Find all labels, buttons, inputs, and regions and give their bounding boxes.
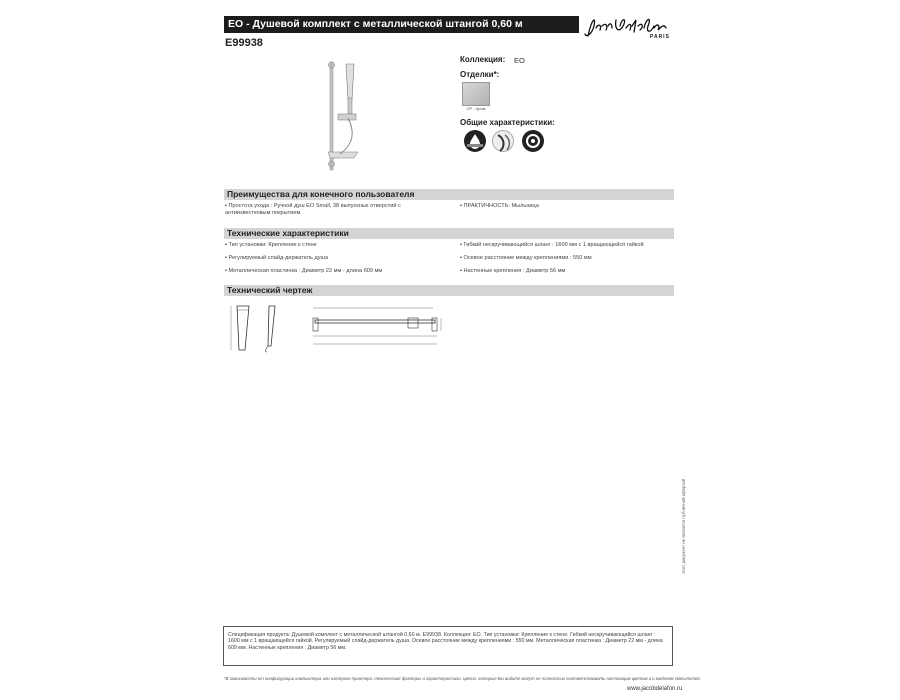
tech-left-2: • Регулируемый слайд-держатель душа [225,255,450,262]
document-title: EO - Душевой комплект с металлической штангой 0,60 м [224,16,579,33]
chrome-finish-icon [492,130,514,152]
section-drawing: Технический чертеж [224,285,674,296]
section-tech: Технические характеристики [224,228,674,239]
brand-logo [582,12,677,44]
product-image [318,58,368,173]
website-link[interactable]: www.jacobdelafon.ru [627,686,683,692]
benefit-left: • Простота ухода : Ручной душ EO Small, 38 выпускных отверстий с антиизвестковым покрытием [225,203,445,217]
technical-drawing-bar [305,300,450,350]
anti-limescale-icon [464,130,486,152]
collection-label: Коллекция: [460,55,506,64]
tech-left-1: • Тип установки: Крепление к стене [225,242,450,249]
side-note: Этот документ не является публичной офертой [681,478,686,574]
tech-right-3: • Настенные крепления : Диаметр 56 мм [460,268,670,275]
features-label: Общие характеристики: [460,118,555,127]
disclaimer-note: *В зависимости от конфигурации компьютера или настроек принтера, технические факторы и характеристики, цвета, которые Вы видите могут не полностью соответствовать настоящим цветам и и моделям смесителей. [224,676,701,681]
technical-drawing-handshower [225,300,295,355]
easy-clean-icon [522,130,544,152]
tech-left-3: • Металлическая пластинка : Диаметр 22 мм - длина 609 мм [225,268,450,275]
tech-right-2: • Осевое расстояние между креплениями : 550 мм [460,255,670,262]
finish-caption: CP - Хром [466,106,486,111]
product-specification: Спецификация продукта: Душевой комплект с металлической штангой 0,60 м. E99938. Коллекция: EO. Тип установки: Крепление к стене. Гибкий нескручивающийся шланг : 1600 мм с 1 вращающейся гайкой. Регулируемый слайд-держатель душа. Осевое расстояние между креплениями : 550 мм. Металлическая пластинка : Диаметр 22 мм - длина 609 мм. Настенные крепления : Диаметр 56 мм. [223,626,673,666]
brand-subtitle: PARIS [650,34,670,40]
tech-right-1: • Гибкий нескручивающийся шланг : 1600 мм с 1 вращающейся гайкой [460,242,670,249]
benefit-right: • ПРАКТИЧНОСТЬ: Мыльница [460,203,670,210]
collection-value: EO [514,56,525,65]
finishes-label: Отделки*: [460,70,500,79]
section-benefits: Преимущества для конечного пользователя [224,189,674,200]
finish-swatch-chrome [462,82,490,106]
product-code: E99938 [225,37,263,49]
